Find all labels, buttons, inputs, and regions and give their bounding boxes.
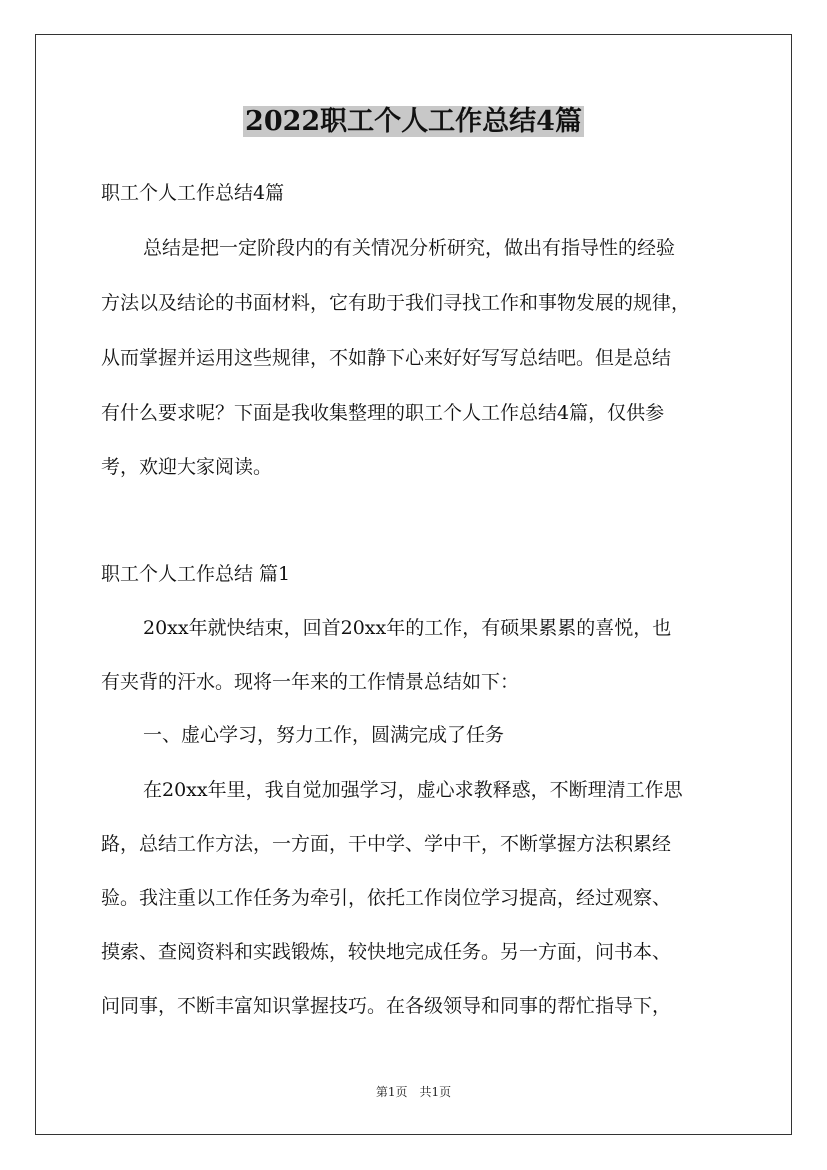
intro-line: 考，欢迎大家阅读。 bbox=[101, 456, 273, 478]
section-heading: 职工个人工作总结 篇1 bbox=[101, 563, 291, 585]
paragraph-line: 有夹背的汗水。现将一年来的工作情景总结如下： bbox=[101, 671, 520, 693]
document-title bbox=[0, 100, 827, 144]
paragraph-line: 20xx年就快结束，回首20xx年的工作，有硕果累累的喜悦，也 bbox=[143, 617, 672, 639]
document-title-text: 2022职工个人工作总结4篇 bbox=[245, 106, 582, 137]
intro-line: 总结是把一定阶段内的有关情况分析研究，做出有指导性的经验 bbox=[143, 237, 676, 259]
page-number-footer: 第1页 共1页 bbox=[375, 1085, 452, 1099]
paragraph-line: 路，总结工作方法，一方面，干中学、学中干，不断掌握方法积累经 bbox=[101, 833, 672, 855]
intro-line: 有什么要求呢？下面是我收集整理的职工个人工作总结4篇，仅供参 bbox=[101, 402, 665, 424]
section-point: 一、虚心学习，努力工作，圆满完成了任务 bbox=[143, 724, 505, 746]
paragraph-line: 在20xx年里，我自觉加强学习，虚心求教释惑，不断理清工作思 bbox=[143, 779, 683, 801]
paragraph-line: 问同事，不断丰富知识掌握技巧。在各级领导和同事的帮忙指导下， bbox=[101, 995, 672, 1017]
intro-line: 从而掌握并运用这些规律，不如静下心来好好写写总结吧。但是总结 bbox=[101, 347, 672, 369]
intro-line: 方法以及结论的书面材料，它有助于我们寻找工作和事物发展的规律， bbox=[101, 292, 691, 314]
paragraph-line: 摸索、查阅资料和实践锻炼，较快地完成任务。另一方面，问书本、 bbox=[101, 941, 672, 963]
document-subtitle: 职工个人工作总结4篇 bbox=[101, 182, 285, 204]
paragraph-line: 验。我注重以工作任务为牵引，依托工作岗位学习提高，经过观察、 bbox=[101, 887, 672, 909]
